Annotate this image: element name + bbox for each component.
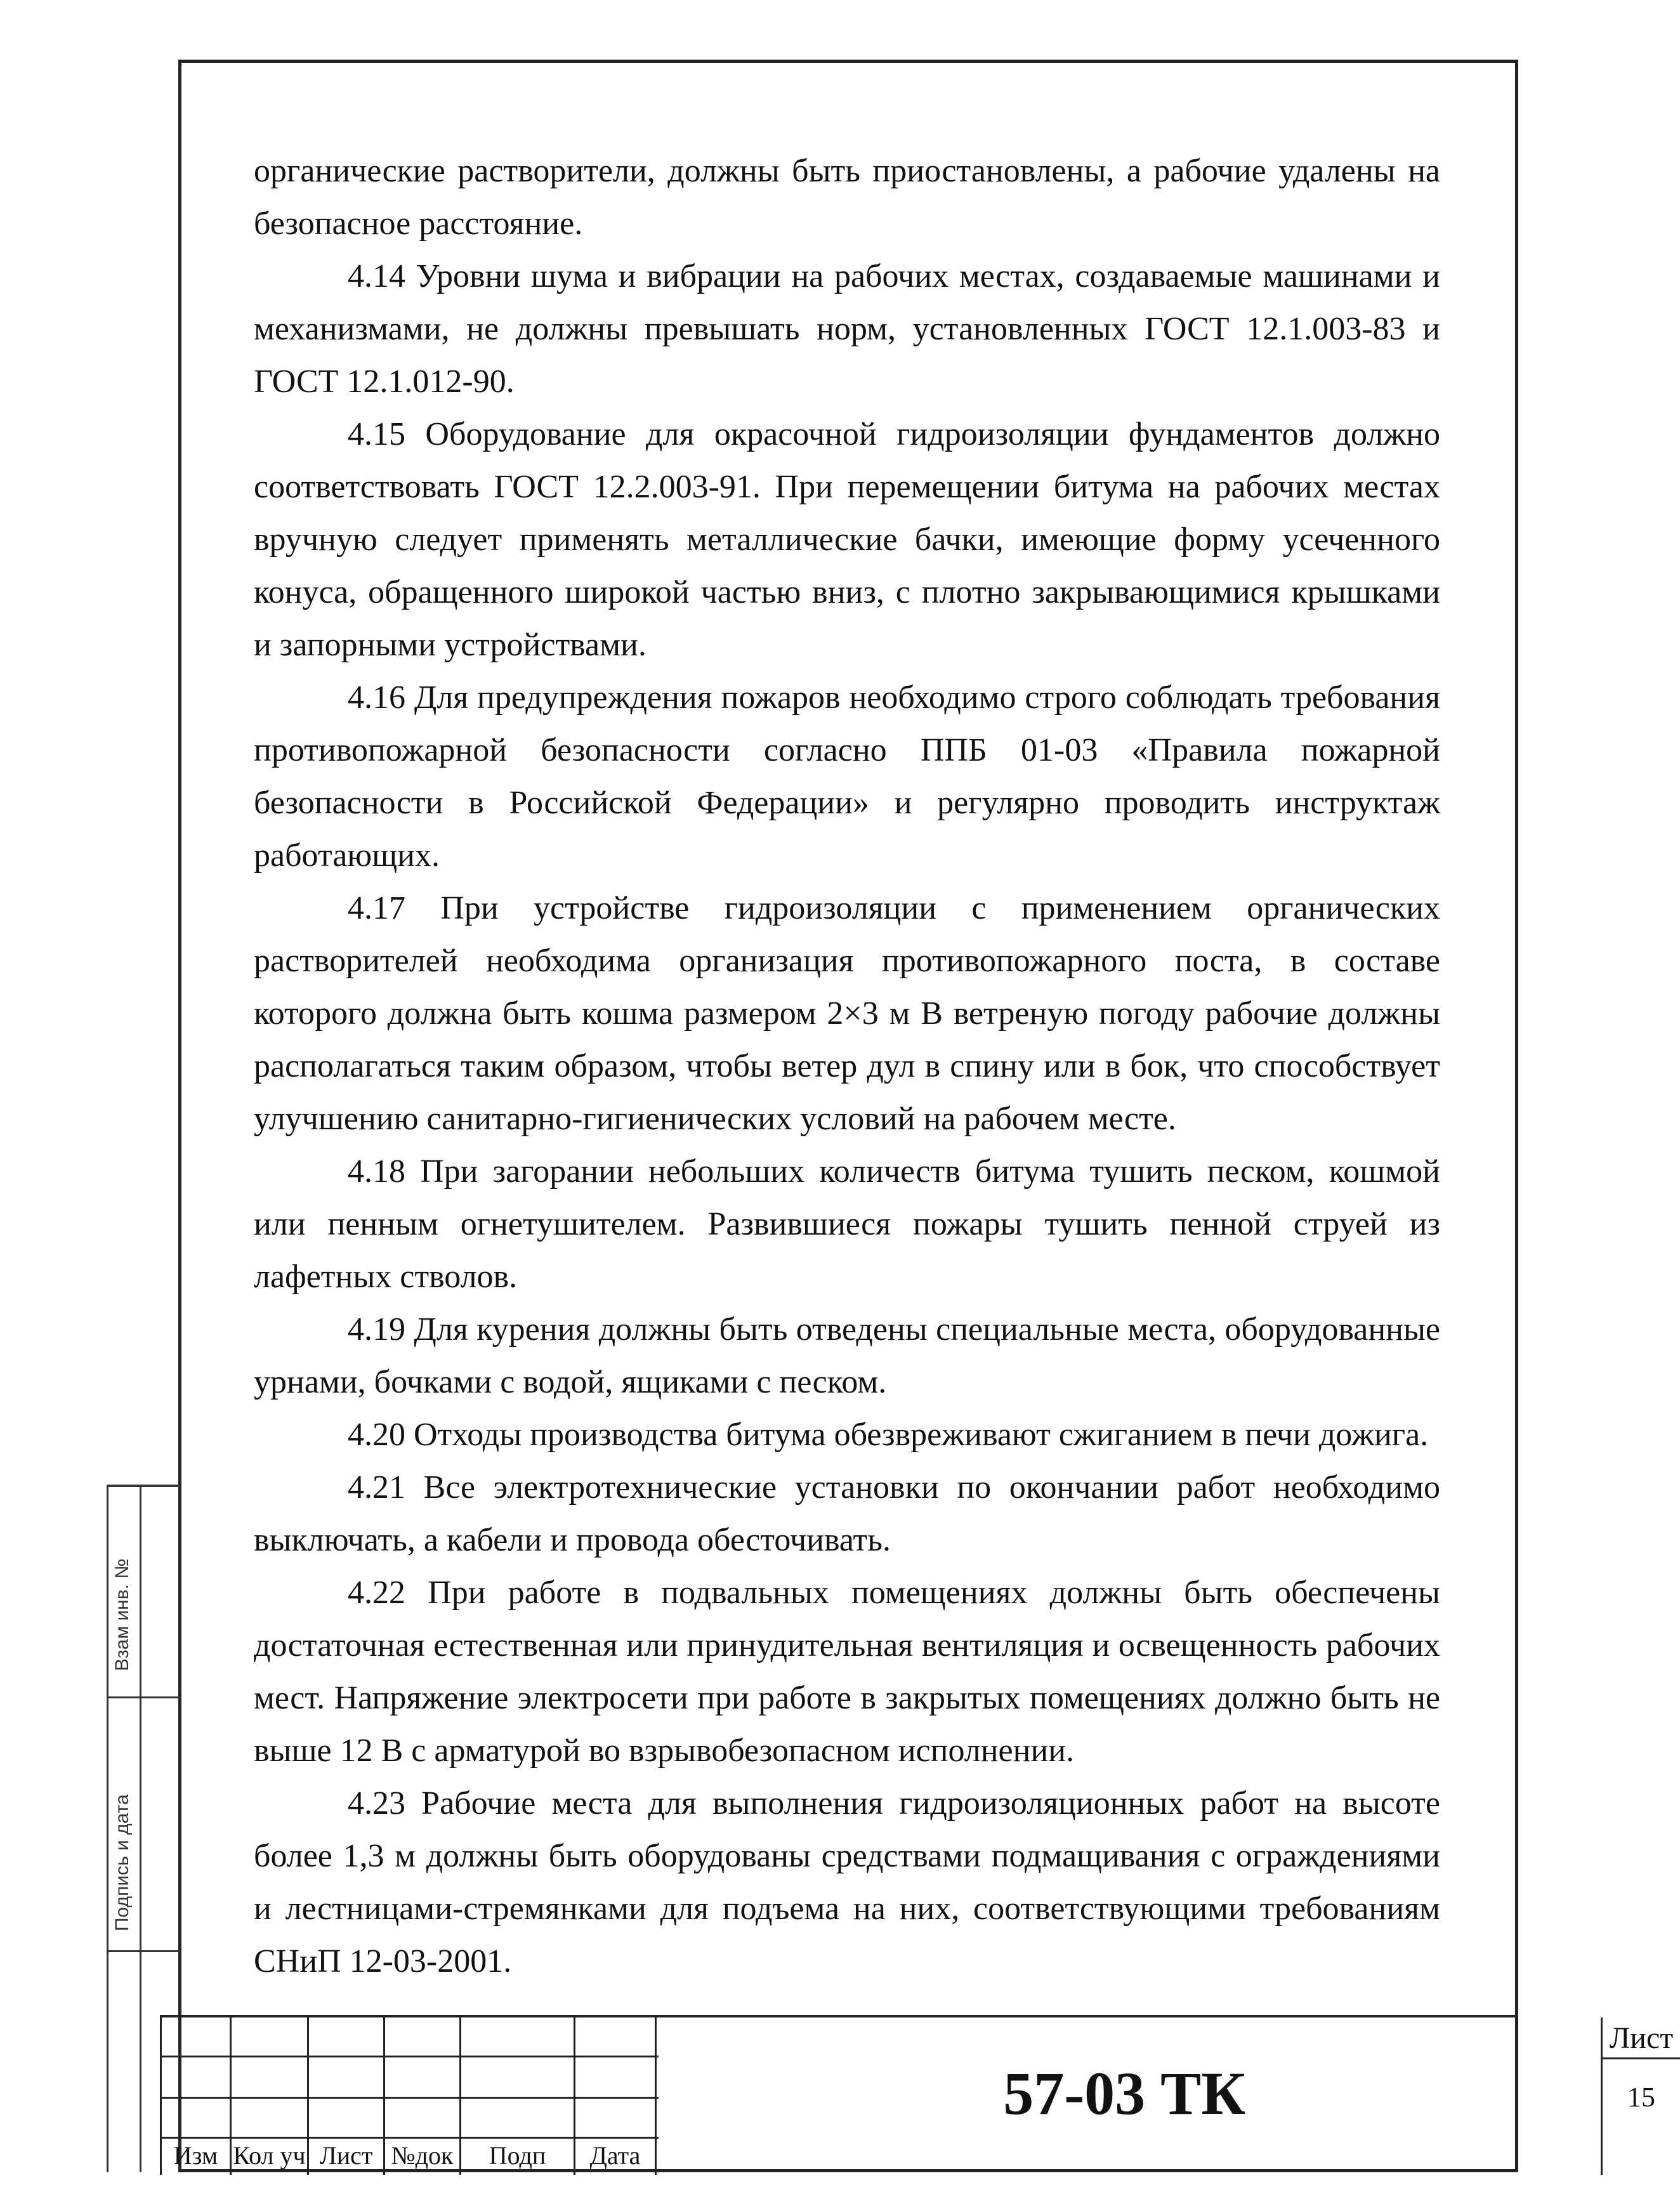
grid-line (160, 2097, 659, 2099)
paragraph-4-16: 4.16 Для предупреждения пожаров необходимо строго соблюдать требования противопожарной безопасности согласно ППБ 01-03 «Правила пожарной безопасности в Российской Федерации» и регулярно проводить инструктаж работающих. (254, 679, 1440, 874)
paragraph-4-14: 4.14 Уровни шума и вибрации на рабочих местах, создаваемые машинами и механизмами, не должны превышать норм, установленных ГОСТ 12.1.003-83 и ГОСТ 12.1.012-90. (254, 258, 1440, 400)
paragraph-4-23: 4.23 Рабочие места для выполнения гидроизоляционных работ на высоте более 1,3 м должны быть оборудованы средствами подмащивания с ограждениями и лестницами-стремянками для подъема на них, соответствующими требованиям СНиП 12-03-2001. (254, 1785, 1440, 1979)
paragraph-4-18: 4.18 При загорании небольших количеств битума тушить песком, кошмой или пенным огнетушителем. Развившиеся пожары тушить пенной струей из лафетных стволов. (254, 1153, 1440, 1295)
grid-line (160, 2056, 659, 2057)
revision-grid (160, 2017, 659, 2175)
paragraph-4-19: 4.19 Для курения должны быть отведены специальные места, оборудованные урнами, бочками с водой, ящиками с песком. (254, 1311, 1440, 1400)
paragraph-4-21: 4.21 Все электротехнические установки по окончании работ необходимо выключать, а кабели и провода обесточивать. (254, 1469, 1440, 1558)
paragraph-4-15: 4.15 Оборудование для окрасочной гидроизоляции фундаментов должно соответствовать ГОСТ 12.2.003-91. При перемещении битума на рабочих местах вручную следует применять металлические бачки, имеющие форму усеченного конуса, обращенного широкой частью вниз, с плотно закрывающимися крышками и запорными устройствами. (254, 416, 1440, 663)
column-label-change: Изм (173, 2141, 218, 2170)
document-code: 57-03 ТК (1003, 2059, 1245, 2127)
column-label-sheet: Лист (319, 2141, 373, 2170)
paragraph-continuation: органические растворители, должны быть приостановлены, а рабочие удалены на безопасное расстояние. (254, 153, 1440, 242)
stamp-line (107, 1950, 181, 1952)
stamp-label-replacement: Взам инв. № (112, 1558, 133, 1671)
paragraph-4-20: 4.20 Отходы производства битума обезвреживают сжиганием в печи дожига. (348, 1417, 1429, 1453)
title-block (160, 2015, 1674, 2172)
column-label-date: Дата (589, 2141, 641, 2170)
paragraph-4-17: 4.17 При устройстве гидроизоляции с применением органических растворителей необходима организация противопожарного поста, в составе которого должна быть кошма размером 2×3 м В ветреную погоду рабочие должны располагаться таким образом, чтобы ветер дул в спину или в бок, что способствует улучшению санитарно-гигиенических условий на рабочем месте. (254, 890, 1440, 1137)
stamp-label-signature-date: Подпись и дата (112, 1794, 133, 1931)
stamp-line (107, 1487, 108, 2172)
stamp-line (140, 1487, 141, 2172)
paragraph-4-22: 4.22 При работе в подвальных помещениях должны быть обеспечены достаточная естественная или принудительная вентиляция и освещенность рабочих мест. Напряжение электросети при работе в закрытых помещениях должно быть не выше 12 В с арматурой во взрывобезопасном исполнении. (254, 1575, 1440, 1769)
grid-line (655, 2017, 657, 2175)
document-body (254, 145, 1440, 1988)
column-label-doc-number: №док (391, 2141, 454, 2170)
column-label-signature: Подп (489, 2141, 546, 2170)
sheet-box (1601, 2017, 1678, 2175)
sheet-number: 15 (1627, 2082, 1655, 2113)
column-label-count: Кол уч (233, 2141, 306, 2170)
stamp-line (107, 1696, 181, 1698)
sheet-label: Лист (1603, 2017, 1680, 2059)
